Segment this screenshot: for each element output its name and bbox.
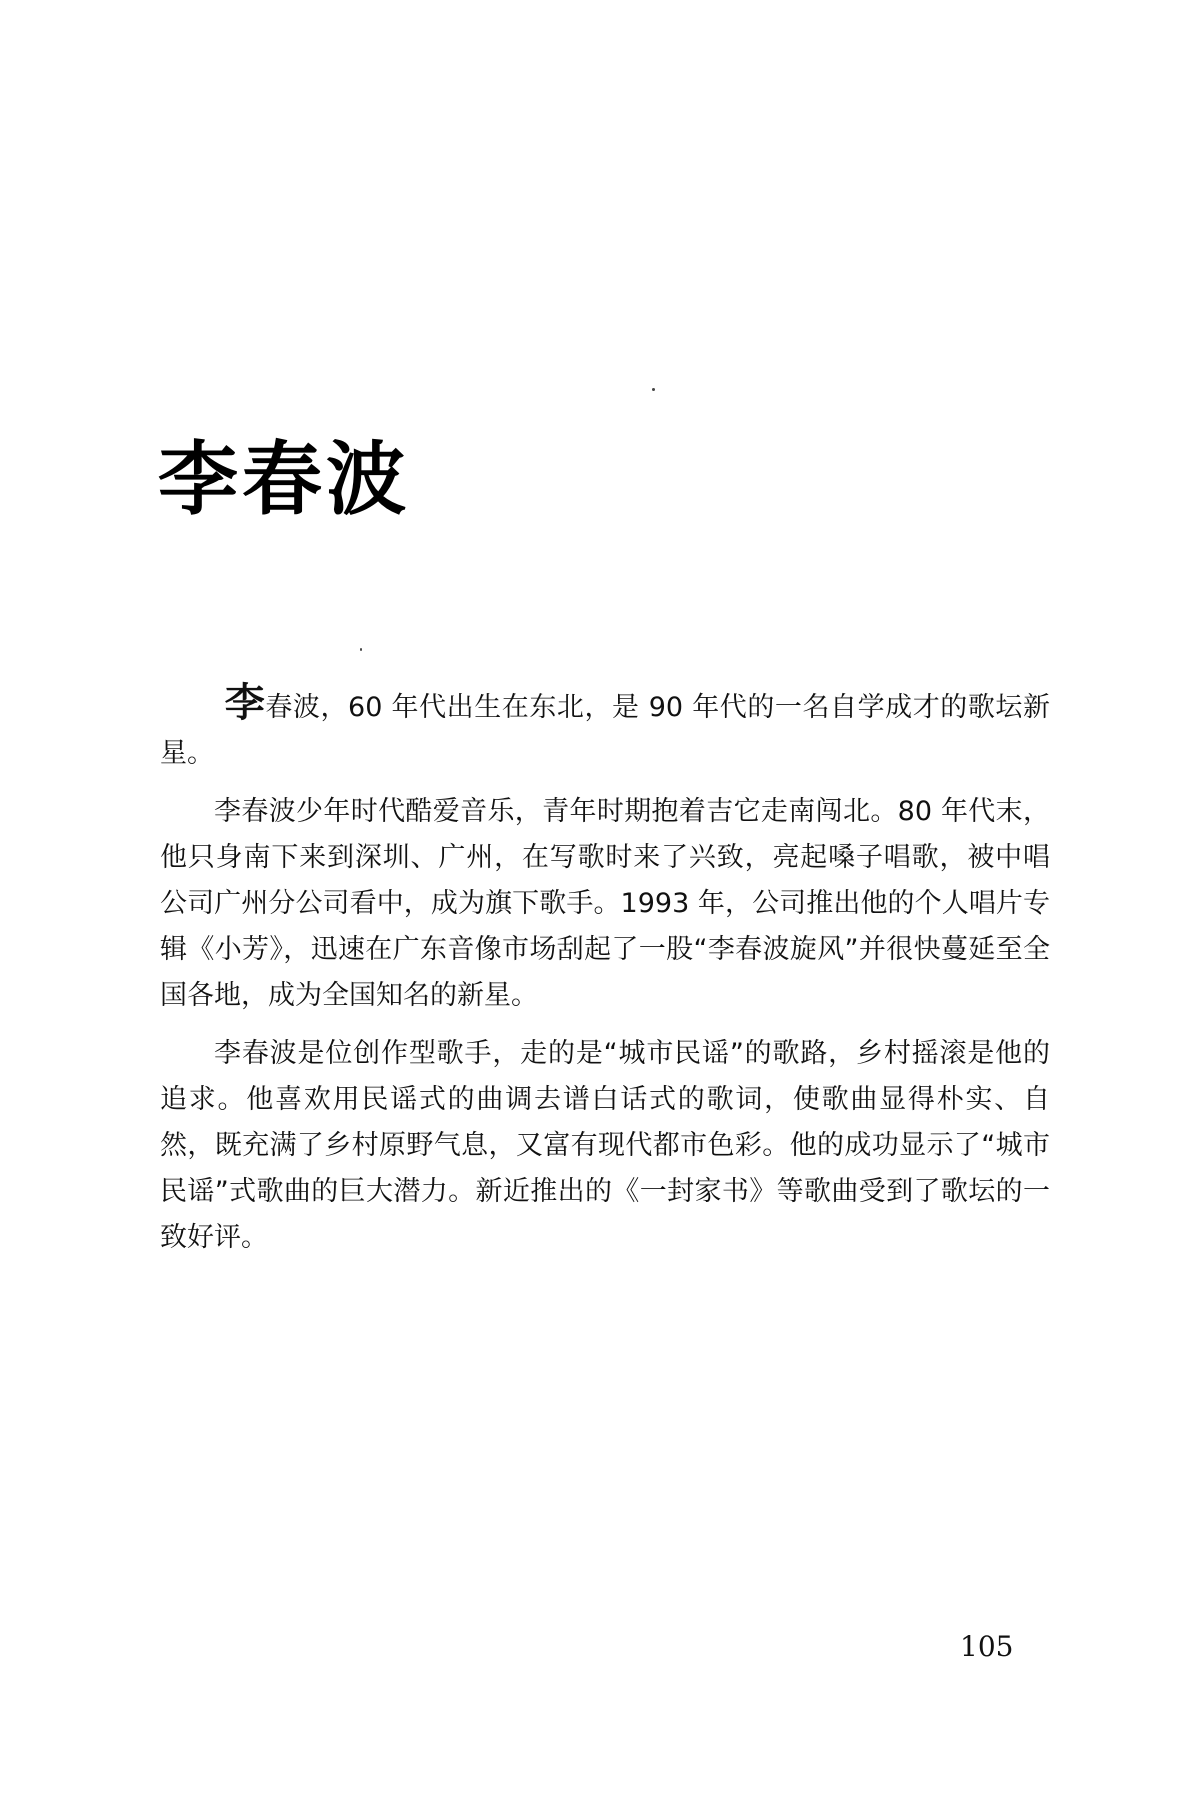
article-body — [160, 680, 1050, 1273]
print-speck — [652, 388, 655, 391]
paragraph-1-text: 春波，60 年代出生在东北，是 90 年代的一名自学成才的歌坛新星。 — [160, 692, 1050, 769]
page-number: 105 — [960, 1630, 1014, 1663]
dropcap: 李 — [224, 680, 266, 726]
paragraph-2: 李春波少年时代酷爱音乐，青年时期抱着吉它走南闯北。80 年代末，他只身南下来到深圳、广州，在写歌时来了兴致，亮起嗓子唱歌，被中唱公司广州分公司看中，成为旗下歌手。1993 年，公司推出他的个人唱片专辑《小芳》，迅速在广东音像市场刮起了一股“李春波旋风”并很快蔓延至全国各地，成为全国知名的新星。 — [160, 796, 1050, 1011]
page-title: 李春波 — [158, 433, 410, 526]
print-speck — [360, 648, 362, 651]
paragraph-1 — [160, 680, 1050, 777]
paragraph-3: 李春波是位创作型歌手，走的是“城市民谣”的歌路，乡村摇滚是他的追求。他喜欢用民谣式的曲调去谱白话式的歌词，使歌曲显得朴实、自然，既充满了乡村原野气息，又富有现代都市色彩。他的成功显示了“城市民谣”式歌曲的巨大潜力。新近推出的《一封家书》等歌曲受到了歌坛的一致好评。 — [160, 1038, 1050, 1253]
